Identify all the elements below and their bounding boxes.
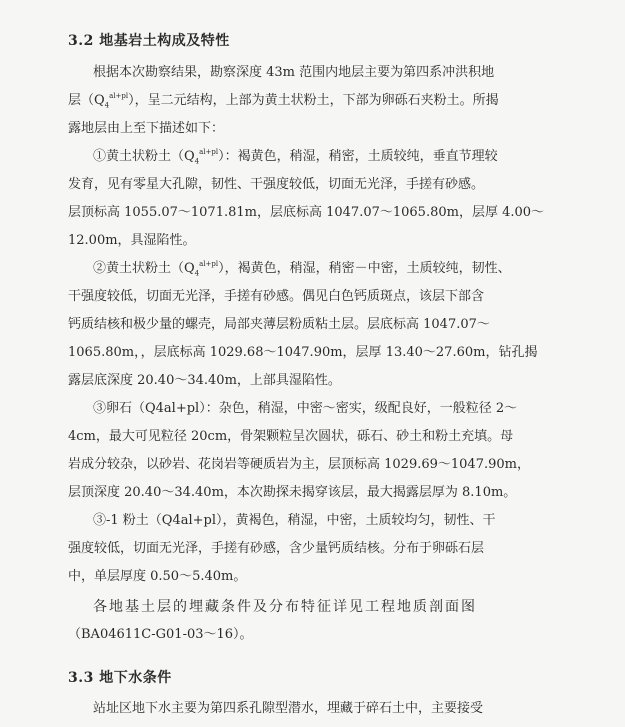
- text-line: 钙质结核和极少量的螺壳，局部夹薄层粉质粘土层。层底标高 1047.07～: [68, 317, 490, 332]
- text-line: 站址区地下水主要为第四系孔隙型潜水，埋藏于碎石土中，主要接受: [93, 701, 484, 716]
- text-line: 中，单层厚度 0.50～5.40m。: [68, 569, 247, 584]
- text-line: 强度较低，切面无光泽，手搓有砂感，含少量钙质结核。分布于卵砾石层: [68, 541, 485, 556]
- text-line: 露层底深度 20.40～34.40m，上部具湿陷性。: [68, 373, 341, 388]
- text-line: （BA04611C-G01-03～16）。: [68, 627, 253, 642]
- text-line: 1065.80m，，层底标高 1029.68～1047.90m，层厚 13.40～27.60m，钻孔揭: [68, 345, 538, 360]
- text-line: ③-1 粉土（Q4al+pl），黄褐色，稍湿，中密，土质较均匀，韧性、干: [93, 513, 496, 528]
- text-line: 根据本次勘察结果，勘察深度 43m 范围内地层主要为第四系冲洪积地: [93, 65, 495, 80]
- text-line: 4cm，最大可见粒径 20cm，骨架颗粒呈次圆状，砾石、砂土和粉土充填。母: [68, 429, 514, 444]
- text-line: 层顶深度 20.40～34.40m，本次勘探未揭穿该层，最大揭露层厚为 8.10m。: [68, 485, 517, 500]
- text-line: 12.00m，具湿陷性。: [68, 233, 196, 248]
- section-heading-3-2: 3.2 地基岩土构成及特性: [68, 33, 230, 49]
- text-line: 层$(Q_4^{al+pl})$，呈二元结构，上部为黄土状粉土，下部为卵砾石夹粉土。所揭: [68, 92, 499, 110]
- section-heading-3-3: 3.3 地下水条件: [68, 670, 172, 686]
- text-line: 发育，见有零星大孔隙，韧性、干强度较低，切面无光泽，手搓有砂感。: [68, 177, 485, 192]
- text-line: 层顶标高 1055.07～1071.81m，层底标高 1047.07～1065.80m，层厚 4.00～: [68, 205, 545, 220]
- text-line: ③卵石（Q4al+pl）：杂色，稍湿，中密～密实，级配良好，一般粒径 2～: [93, 401, 518, 416]
- text-line: 露地层由上至下描述如下：: [68, 121, 225, 136]
- text-line: 干强度较低，切面无光泽，手搓有砂感。偶见白色钙质斑点，该层下部含: [68, 289, 485, 304]
- text-line: ①黄土状粉土$(Q_4^{al+pl})$：褐黄色，稍湿，稍密，土质较纯，垂直节理较: [93, 148, 498, 166]
- text-line: ②黄土状粉土$(Q_4^{al+pl})$，褐黄色，稍湿，稍密－中密，土质较纯，韧性、: [93, 260, 511, 278]
- text-line: 各地基土层的埋藏条件及分布特征详见工程地质剖面图: [93, 599, 477, 615]
- text-line: 岩成分较杂，以砂岩、花岗岩等硬质岩为主，层顶标高 1029.69～1047.90m，: [68, 457, 530, 472]
